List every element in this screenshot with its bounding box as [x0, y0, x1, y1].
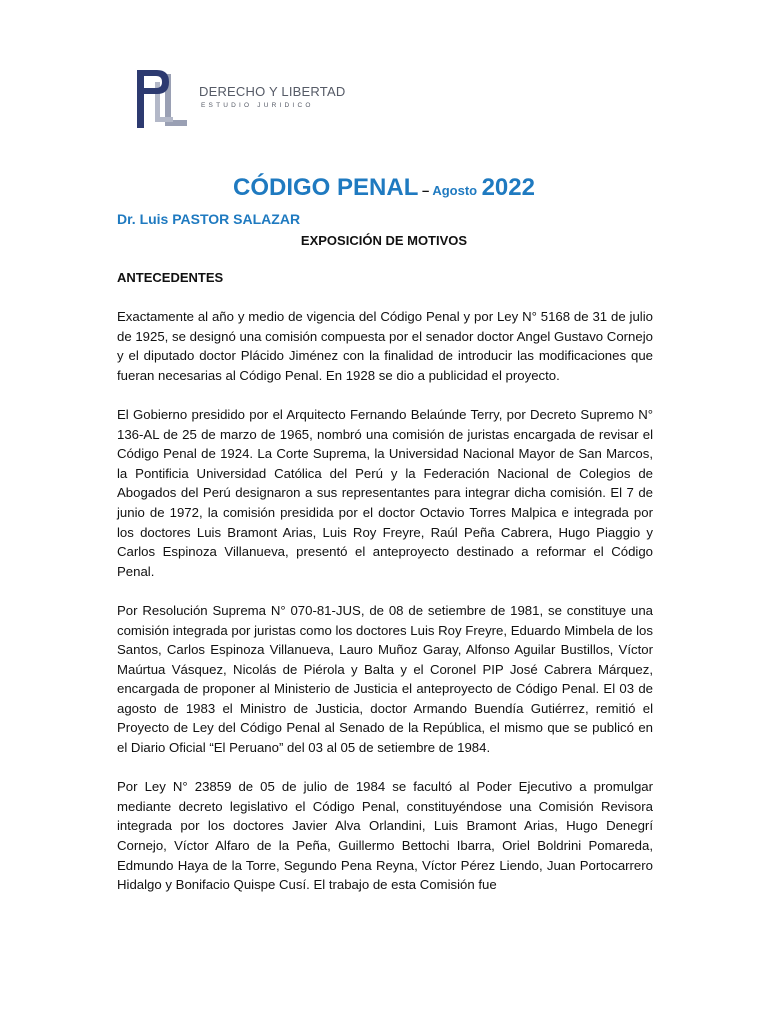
- section-title: EXPOSICIÓN DE MOTIVOS: [300, 233, 468, 248]
- title-dash: –: [418, 183, 433, 198]
- author-name: Dr. Luis PASTOR SALAZAR: [117, 211, 301, 227]
- paragraph: El Gobierno presidido por el Arquitecto Fernando Belaúnde Terry, por Decreto Supremo N° 136-AL de 25 de marzo de 1965, nombró una comisión de juristas encargada de revisar el Código Penal de 1924. La Corte Suprema, la Universidad Nacional Mayor de San Marcos, la Pontificia Universidad Católica del Perú y la Federación Nacional de Colegios de Abogados del Perú designaron a sus representantes para integrar dicha comisión. El 7 de junio de 1972, la comisión presidida por el doctor Octavio Torres Malpica e integrada por los doctores Luis Bramont Arias, Luis Roy Freyre, Raúl Peña Cabrera, Hugo Piaggio y Carlos Espinoza Villanueva, presentó el anteproyecto destinado a reformar el Código Penal.: [117, 406, 653, 579]
- firm-logo: [135, 68, 346, 130]
- paragraph: Exactamente al año y medio de vigencia del Código Penal y por Ley N° 5168 de 31 de julio de 1925, se designó una comisión compuesta por el senador doctor Angel Gustavo Cornejo y el diputado doctor Plácido Jiménez con la finalidad de introducir las modificaciones que fueran necesarias al Código Penal. En 1928 se dio a publicidad el proyecto.: [117, 309, 653, 383]
- paragraph: Por Resolución Suprema N° 070-81-JUS, de 08 de setiembre de 1981, se constituye una comisión integrada por juristas como los doctores Luis Roy Freyre, Eduardo Mimbela de los Santos, Carlos Espinoza Villanueva, Lauro Muñoz Garay, Alfonso Aguilar Bustillos, Víctor Maúrtua Vásquez, Nicolás de Piérola y Balta y el Coronel PIP José Cabrera Márquez, encargada de proponer al Ministerio de Justicia el anteproyecto de Código Penal. El 03 de agosto de 1983 el Ministro de Justicia, doctor Armando Buendía Gutiérrez, remitió el Proyecto de Ley del Código Penal al Senado de la República, el mismo que se publicó en el Diario Oficial “El Peruano” del 03 al 05 de setiembre de 1984.: [117, 602, 653, 756]
- logo-name: DERECHO Y LIBERTAD: [199, 84, 346, 99]
- title-year: 2022: [481, 174, 535, 201]
- paragraph: Por Ley N° 23859 de 05 de julio de 1984 se facultó al Poder Ejecutivo a promulgar mediante decreto legislativo el Código Penal, constituyéndose una Comisión Revisora integrada por los doctores Javier Alva Orlandini, Luis Bramont Arias, Hugo Denegrí Cornejo, Víctor Alfaro de la Peña, Guillermo Bettochi Ibarra, Oriel Boldrini Pomareda, Edmundo Haya de la Torre, Segundo Pena Reyna, Víctor Pérez Liendo, Juan Portocarrero Hidalgo y Bonifacio Quispe Cusí. El trabajo de esta Comisión fue: [117, 779, 653, 893]
- section-heading: ANTECEDENTES: [117, 270, 224, 285]
- title-month: Agosto: [432, 183, 478, 198]
- title-main: CÓDIGO PENAL: [233, 174, 419, 201]
- pdl-monogram-icon: [135, 68, 195, 130]
- logo-subtitle: ESTUDIO JURIDICO: [201, 102, 314, 109]
- body-text: [117, 307, 653, 914]
- document-title: [0, 174, 768, 202]
